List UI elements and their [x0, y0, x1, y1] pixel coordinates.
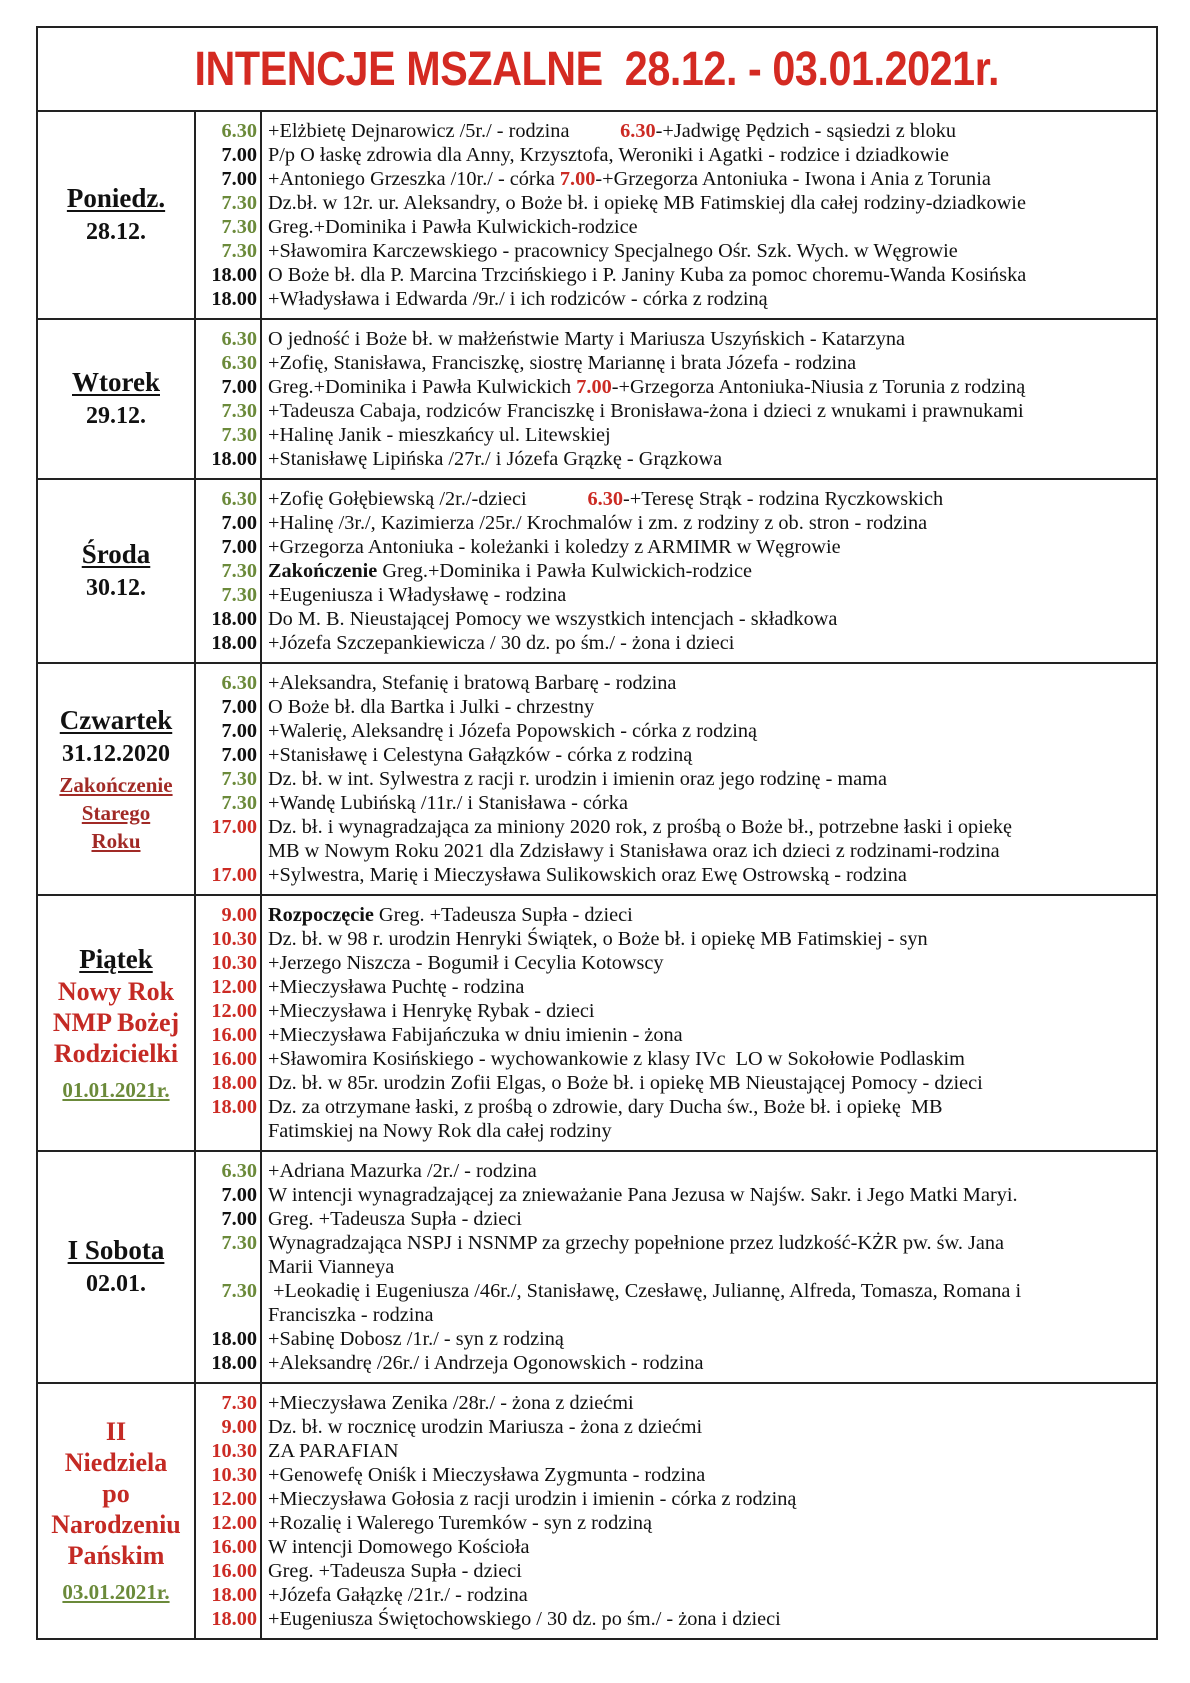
- intention-text: [268, 631, 1156, 655]
- intention-text: [268, 583, 1156, 607]
- intention-highlight: Rozpoczęcie: [268, 904, 374, 926]
- day-subtitle: Starego: [81, 801, 151, 825]
- intention-text: [268, 695, 1156, 719]
- intention-text: [268, 1231, 1156, 1255]
- day-section: [38, 112, 1156, 320]
- intention-text: [268, 1511, 1156, 1535]
- mass-times-cell: [196, 320, 262, 478]
- intention-body: +Stanisławę i Celestyna Gałązków - córka z rodziną: [268, 744, 693, 766]
- day-name: Piątek: [79, 943, 153, 974]
- mass-time: 18.00: [211, 1584, 257, 1606]
- intention-text: [268, 375, 1156, 399]
- intention-body: -+Grzegorza Antoniuka-Niusia z Torunia z rodziną: [611, 376, 1026, 398]
- mass-time: 7.30: [221, 584, 257, 606]
- intention-body: O Boże bł. dla P. Marcina Trzcińskiego i P. Janiny Kuba za pomoc choremu-Wanda Kosińska: [268, 264, 1027, 286]
- feast-label: II: [105, 1416, 127, 1446]
- inline-mass-time: 7.00: [559, 168, 596, 190]
- intention-text: [268, 119, 1156, 143]
- mass-time: 18.00: [211, 1352, 257, 1374]
- mass-time: 12.00: [211, 1512, 257, 1534]
- intention-body: +Mieczysława Fabijańczuka w dniu imienin - żona: [268, 1024, 683, 1046]
- intention-text: [268, 487, 1156, 511]
- intention-body: -+Grzegorza Antoniuka - Iwona i Ania z Torunia: [595, 168, 991, 190]
- mass-time: 10.30: [211, 952, 257, 974]
- intention-body: Greg. +Tadeusza Supła - dzieci: [268, 1560, 522, 1582]
- intention-body: +Wandę Lubińską /11r./ i Stanisława - córka: [268, 792, 628, 814]
- intention-body: Dz.bł. w 12r. ur. Aleksandry, o Boże bł. i opiekę MB Fatimskiej dla całej rodziny-dziadkowie: [268, 192, 1026, 214]
- intention-body: +Józefa Gałązkę /21r./ - rodzina: [268, 1584, 528, 1606]
- intention-text: [268, 327, 1156, 351]
- mass-time: [196, 1255, 257, 1279]
- header: [38, 28, 1156, 112]
- mass-time: 6.30: [221, 672, 257, 694]
- intention-body: +Rozalię i Walerego Turemków - syn z rodziną: [268, 1512, 652, 1534]
- day-label-cell: [38, 480, 196, 662]
- intention-text: [268, 791, 1156, 815]
- intention-text: [268, 1279, 1156, 1303]
- intention-body: +Antoniego Grzeszka /10r./ - córka: [268, 168, 560, 190]
- mass-time: 7.00: [221, 1208, 257, 1230]
- intention-text: [268, 535, 1156, 559]
- intentions-cell: [262, 664, 1156, 894]
- mass-time: 7.00: [221, 720, 257, 742]
- intention-body: +Aleksandrę /26r./ i Andrzeja Ogonowskich - rodzina: [268, 1352, 704, 1374]
- mass-time: 7.30: [221, 192, 257, 214]
- intention-body: +Sławomira Karczewskiego - pracownicy Specjalnego Ośr. Szk. Wych. w Węgrowie: [268, 240, 958, 262]
- intention-body: +Eugeniusza i Władysławę - rodzina: [268, 584, 567, 606]
- intention-text: [268, 1119, 1156, 1143]
- intention-body: +Józefa Szczepankiewicza / 30 dz. po śm./ - żona i dzieci: [268, 632, 735, 654]
- day-name: Wtorek: [72, 367, 160, 397]
- intention-text: [268, 975, 1156, 999]
- spacing: [527, 488, 588, 510]
- intention-body: W intencji wynagradzającej za znieważanie Pana Jezusa w Najśw. Sakr. i Jego Matki Maryi.: [268, 1184, 1018, 1206]
- intention-text: [268, 447, 1156, 471]
- intention-text: [268, 1583, 1156, 1607]
- intention-body: +Tadeusza Cabaja, rodziców Franciszkę i Bronisława-żona i dzieci z wnukami i prawnukami: [268, 400, 1024, 422]
- intention-text: [268, 1183, 1156, 1207]
- mass-time: 18.00: [211, 264, 257, 286]
- intention-body: Greg.+Dominika i Pawła Kulwickich-rodzice: [268, 216, 638, 238]
- intention-text: [268, 927, 1156, 951]
- intention-body: Wynagradzająca NSPJ i NSNMP za grzechy popełnione przez ludzkość-KŻR pw. św. Jana: [268, 1232, 1005, 1254]
- intention-body: +Adriana Mazurka /2r./ - rodzina: [268, 1160, 537, 1182]
- intention-highlight: Zakończenie: [268, 560, 378, 582]
- mass-time: 12.00: [211, 1488, 257, 1510]
- intention-body: Dz. bł. w 85r. urodzin Zofii Elgas, o Boże bł. i opiekę MB Nieustającej Pomocy - dzieci: [268, 1072, 983, 1094]
- feast-date: 01.01.2021r.: [62, 1077, 170, 1102]
- mass-time: 16.00: [211, 1536, 257, 1558]
- mass-times-cell: [196, 112, 262, 318]
- intention-body: Dz. bł. w rocznicę urodzin Mariusza - żona z dziećmi: [268, 1416, 703, 1438]
- intention-body: +Zofię, Stanisława, Franciszkę, siostrę Mariannę i brata Józefa - rodzina: [268, 352, 857, 374]
- intention-body: +Sylwestra, Marię i Mieczysława Sulikowskich oraz Ewę Ostrowską - rodzina: [268, 864, 907, 886]
- mass-time: 9.00: [221, 904, 257, 926]
- mass-time: 10.30: [211, 928, 257, 950]
- intention-text: [268, 263, 1156, 287]
- intention-body: +Halinę Janik - mieszkańcy ul. Litewskiej: [268, 424, 611, 446]
- intention-body: MB w Nowym Roku 2021 dla Zdzisławy i Stanisława oraz ich dzieci z rodzinami-rodzina: [268, 840, 1000, 862]
- intention-text: [268, 951, 1156, 975]
- intentions-cell: [262, 1384, 1156, 1638]
- intention-text: [268, 1207, 1156, 1231]
- intention-text: [268, 1303, 1156, 1327]
- intention-body: Greg. +Tadeusza Supła - dzieci: [373, 904, 633, 926]
- inline-mass-time: 6.30: [587, 488, 624, 510]
- mass-time: 6.30: [221, 1160, 257, 1182]
- intentions-sheet: [36, 26, 1158, 1640]
- intentions-cell: [262, 480, 1156, 662]
- feast-date: 03.01.2021r.: [62, 1579, 170, 1604]
- intention-text: [268, 511, 1156, 535]
- intention-text: [268, 215, 1156, 239]
- day-label-cell: [38, 664, 196, 894]
- intention-text: [268, 903, 1156, 927]
- mass-time: 18.00: [211, 608, 257, 630]
- mass-time: 7.30: [221, 1232, 257, 1254]
- mass-times-cell: [196, 1152, 262, 1382]
- intention-body: Fatimskiej na Nowy Rok dla całej rodziny: [268, 1120, 612, 1142]
- mass-time: 18.00: [211, 288, 257, 310]
- mass-times-cell: [196, 480, 262, 662]
- mass-time: 7.00: [221, 144, 257, 166]
- intention-body: +Aleksandra, Stefanię i bratową Barbarę - rodzina: [268, 672, 677, 694]
- day-name: Środa: [81, 539, 151, 569]
- day-date: 30.12.: [86, 575, 146, 601]
- day-label-cell: [38, 1384, 196, 1638]
- intention-body: Marii Vianneya: [268, 1256, 395, 1278]
- intention-body: +Mieczysława Puchtę - rodzina: [268, 976, 525, 998]
- intention-body: +Elżbietę Dejnarowicz /5r./ - rodzina: [268, 120, 570, 142]
- intention-body: +Stanisławę Lipińska /27r./ i Józefa Grązkę - Grązkowa: [268, 448, 723, 470]
- mass-time: 18.00: [211, 1328, 257, 1350]
- intention-text: [268, 167, 1156, 191]
- intention-text: [268, 1391, 1156, 1415]
- mass-time: 7.00: [221, 376, 257, 398]
- intention-text: [268, 743, 1156, 767]
- day-subtitle: Roku: [91, 829, 141, 853]
- day-section: [38, 664, 1156, 896]
- intention-body: +Mieczysława Gołosia z racji urodzin i imienin - córka z rodziną: [268, 1488, 797, 1510]
- mass-time: 7.30: [221, 400, 257, 422]
- intention-text: [268, 863, 1156, 887]
- mass-time: [196, 839, 257, 863]
- day-date: 28.12.: [86, 219, 146, 245]
- day-date: 31.12.2020: [62, 741, 170, 767]
- mass-time: 17.00: [211, 816, 257, 838]
- mass-time: 7.00: [221, 168, 257, 190]
- intention-body: Greg.+Dominika i Pawła Kulwickich: [268, 376, 577, 398]
- mass-time: 7.30: [221, 424, 257, 446]
- mass-time: 17.00: [211, 864, 257, 886]
- intention-text: [268, 1047, 1156, 1071]
- mass-time: 7.30: [221, 1280, 257, 1302]
- intention-body: +Leokadię i Eugeniusza /46r./, Stanisławę, Czesławę, Juliannę, Alfreda, Tomasza, Romana i: [268, 1280, 1022, 1302]
- feast-label: NMP Bożej: [52, 1007, 180, 1037]
- intentions-cell: [262, 320, 1156, 478]
- mass-time: 7.00: [221, 1184, 257, 1206]
- mass-time: 10.30: [211, 1464, 257, 1486]
- page-title: INTENCJE MSZALNE 28.12. - 03.01.2021r.: [194, 42, 1000, 96]
- intention-text: [268, 399, 1156, 423]
- intention-text: [268, 351, 1156, 375]
- intention-text: [268, 559, 1156, 583]
- day-label-cell: [38, 320, 196, 478]
- intentions-cell: [262, 112, 1156, 318]
- day-date: 29.12.: [86, 403, 146, 429]
- mass-time: 16.00: [211, 1560, 257, 1582]
- intention-text: [268, 1351, 1156, 1375]
- intention-body: Dz. bł. i wynagradzająca za miniony 2020 rok, z prośbą o Boże bł., potrzebne łaski i opiekę: [268, 816, 1012, 838]
- intention-text: [268, 1535, 1156, 1559]
- days-table: [38, 112, 1156, 1638]
- feast-label: po: [102, 1478, 130, 1508]
- mass-time: 18.00: [211, 1072, 257, 1094]
- mass-time: 6.30: [221, 120, 257, 142]
- intention-text: [268, 671, 1156, 695]
- day-section: [38, 320, 1156, 480]
- day-section: [38, 896, 1156, 1152]
- intention-text: [268, 1071, 1156, 1095]
- day-name: Poniedz.: [66, 183, 166, 213]
- intention-text: [268, 1023, 1156, 1047]
- intention-text: [268, 815, 1156, 839]
- mass-time: 18.00: [211, 1608, 257, 1630]
- intention-text: [268, 767, 1156, 791]
- intention-text: [268, 1415, 1156, 1439]
- intentions-cell: [262, 896, 1156, 1150]
- intention-body: P/p O łaskę zdrowia dla Anny, Krzysztofa, Weroniki i Agatki - rodzice i dziadkowie: [268, 144, 949, 166]
- mass-time: 7.30: [221, 240, 257, 262]
- mass-time: 18.00: [211, 1096, 257, 1118]
- intention-text: [268, 423, 1156, 447]
- intention-body: +Władysława i Edwarda /9r./ i ich rodziców - córka z rodziną: [268, 288, 768, 310]
- feast-label: Niedziela: [64, 1447, 168, 1477]
- intention-body: Dz. za otrzymane łaski, z prośbą o zdrowie, dary Ducha św., Boże bł. i opiekę MB: [268, 1096, 943, 1118]
- intention-text: [268, 607, 1156, 631]
- mass-time: 18.00: [211, 632, 257, 654]
- intention-text: [268, 839, 1156, 863]
- intention-body: O Boże bł. dla Bartka i Julki - chrzestny: [268, 696, 595, 718]
- mass-time: 7.30: [221, 768, 257, 790]
- intention-body: O jedność i Boże bł. w małżeństwie Marty i Mariusza Uszyńskich - Katarzyna: [268, 328, 905, 350]
- intention-text: [268, 1487, 1156, 1511]
- mass-times-cell: [196, 664, 262, 894]
- inline-mass-time: 7.00: [576, 376, 612, 398]
- intention-body: +Grzegorza Antoniuka - koleżanki i koledzy z ARMIMR w Węgrowie: [268, 536, 841, 558]
- intention-body: ZA PARAFIAN: [268, 1440, 399, 1462]
- day-section: [38, 1152, 1156, 1384]
- mass-time: [196, 1303, 257, 1327]
- intention-text: [268, 287, 1156, 311]
- day-subtitle: Zakończenie: [59, 773, 173, 797]
- intention-text: [268, 1607, 1156, 1631]
- intention-body: -+Teresę Strąk - rodzina Ryczkowskich: [623, 488, 944, 510]
- intention-body: W intencji Domowego Kościoła: [268, 1536, 530, 1558]
- mass-times-cell: [196, 1384, 262, 1638]
- day-label-cell: [38, 112, 196, 318]
- mass-time: [196, 1119, 257, 1143]
- intention-body: Franciszka - rodzina: [268, 1304, 434, 1326]
- inline-mass-time: 6.30: [620, 120, 656, 142]
- intention-body: +Mieczysława i Henrykę Rybak - dzieci: [268, 1000, 595, 1022]
- mass-time: 16.00: [211, 1048, 257, 1070]
- day-section: [38, 480, 1156, 664]
- mass-time: 6.30: [221, 328, 257, 350]
- day-section: [38, 1384, 1156, 1638]
- intention-body: +Jerzego Niszcza - Bogumił i Cecylia Kotowscy: [268, 952, 664, 974]
- intention-text: [268, 1255, 1156, 1279]
- mass-time: 12.00: [211, 1000, 257, 1022]
- mass-times-cell: [196, 896, 262, 1150]
- intention-body: Dz. bł. w int. Sylwestra z racji r. urodzin i imienin oraz jego rodzinę - mama: [268, 768, 887, 790]
- intention-text: [268, 1439, 1156, 1463]
- spacing: [569, 120, 620, 142]
- day-date: 02.01.: [86, 1271, 146, 1297]
- intention-body: +Sławomira Kosińskiego - wychowankowie z klasy IVc LO w Sokołowie Podlaskim: [268, 1048, 965, 1070]
- intention-body: Greg.+Dominika i Pawła Kulwickich-rodzice: [377, 560, 752, 582]
- intention-text: [268, 1095, 1156, 1119]
- intention-body: +Walerię, Aleksandrę i Józefa Popowskich - córka z rodziną: [268, 720, 758, 742]
- mass-time: 7.30: [221, 792, 257, 814]
- mass-time: 9.00: [221, 1416, 257, 1438]
- mass-time: 6.30: [221, 352, 257, 374]
- mass-time: 16.00: [211, 1024, 257, 1046]
- mass-time: 7.30: [221, 560, 257, 582]
- day-label-cell: [38, 1152, 196, 1382]
- intention-text: [268, 239, 1156, 263]
- feast-label: Pańskim: [67, 1540, 165, 1570]
- intention-text: [268, 999, 1156, 1023]
- intention-body: +Zofię Gołębiewską /2r./-dzieci: [268, 488, 527, 510]
- mass-time: 7.00: [221, 696, 257, 718]
- mass-time: 12.00: [211, 976, 257, 998]
- intention-body: +Mieczysława Zenika /28r./ - żona z dziećmi: [268, 1392, 634, 1414]
- mass-time: 6.30: [221, 488, 257, 510]
- intention-body: Dz. bł. w 98 r. urodzin Henryki Świątek, o Boże bł. i opiekę MB Fatimskiej - syn: [268, 928, 928, 950]
- intention-text: [268, 1559, 1156, 1583]
- intention-body: +Genowefę Oniśk i Mieczysława Zygmunta - rodzina: [268, 1464, 706, 1486]
- day-name: Czwartek: [59, 705, 173, 735]
- intention-text: [268, 1327, 1156, 1351]
- intention-body: Greg. +Tadeusza Supła - dzieci: [268, 1208, 522, 1230]
- day-name: I Sobota: [67, 1235, 165, 1265]
- intention-body: +Halinę /3r./, Kazimierza /25r./ Krochmalów i zm. z rodziny z ob. stron - rodzina: [268, 512, 928, 534]
- intention-body: -+Jadwigę Pędzich - sąsiedzi z bloku: [655, 120, 957, 142]
- intention-body: +Sabinę Dobosz /1r./ - syn z rodziną: [268, 1328, 564, 1350]
- intention-text: [268, 1463, 1156, 1487]
- intentions-cell: [262, 1152, 1156, 1382]
- feast-label: Narodzeniu: [51, 1509, 181, 1539]
- feast-label: Nowy Rok: [57, 976, 175, 1006]
- intention-text: [268, 143, 1156, 167]
- mass-time: 7.00: [221, 536, 257, 558]
- mass-time: 10.30: [211, 1440, 257, 1462]
- intention-text: [268, 1159, 1156, 1183]
- feast-label: Rodzicielki: [53, 1038, 179, 1068]
- mass-time: 7.00: [221, 744, 257, 766]
- mass-time: 7.30: [221, 1392, 257, 1414]
- mass-time: 18.00: [211, 448, 257, 470]
- intention-text: [268, 719, 1156, 743]
- intention-body: +Eugeniusza Świętochowskiego / 30 dz. po śm./ - żona i dzieci: [268, 1608, 781, 1630]
- intention-body: Do M. B. Nieustającej Pomocy we wszystkich intencjach - składkowa: [268, 608, 838, 630]
- intention-text: [268, 191, 1156, 215]
- day-label-cell: [38, 896, 196, 1150]
- mass-time: 7.30: [221, 216, 257, 238]
- mass-time: 7.00: [221, 512, 257, 534]
